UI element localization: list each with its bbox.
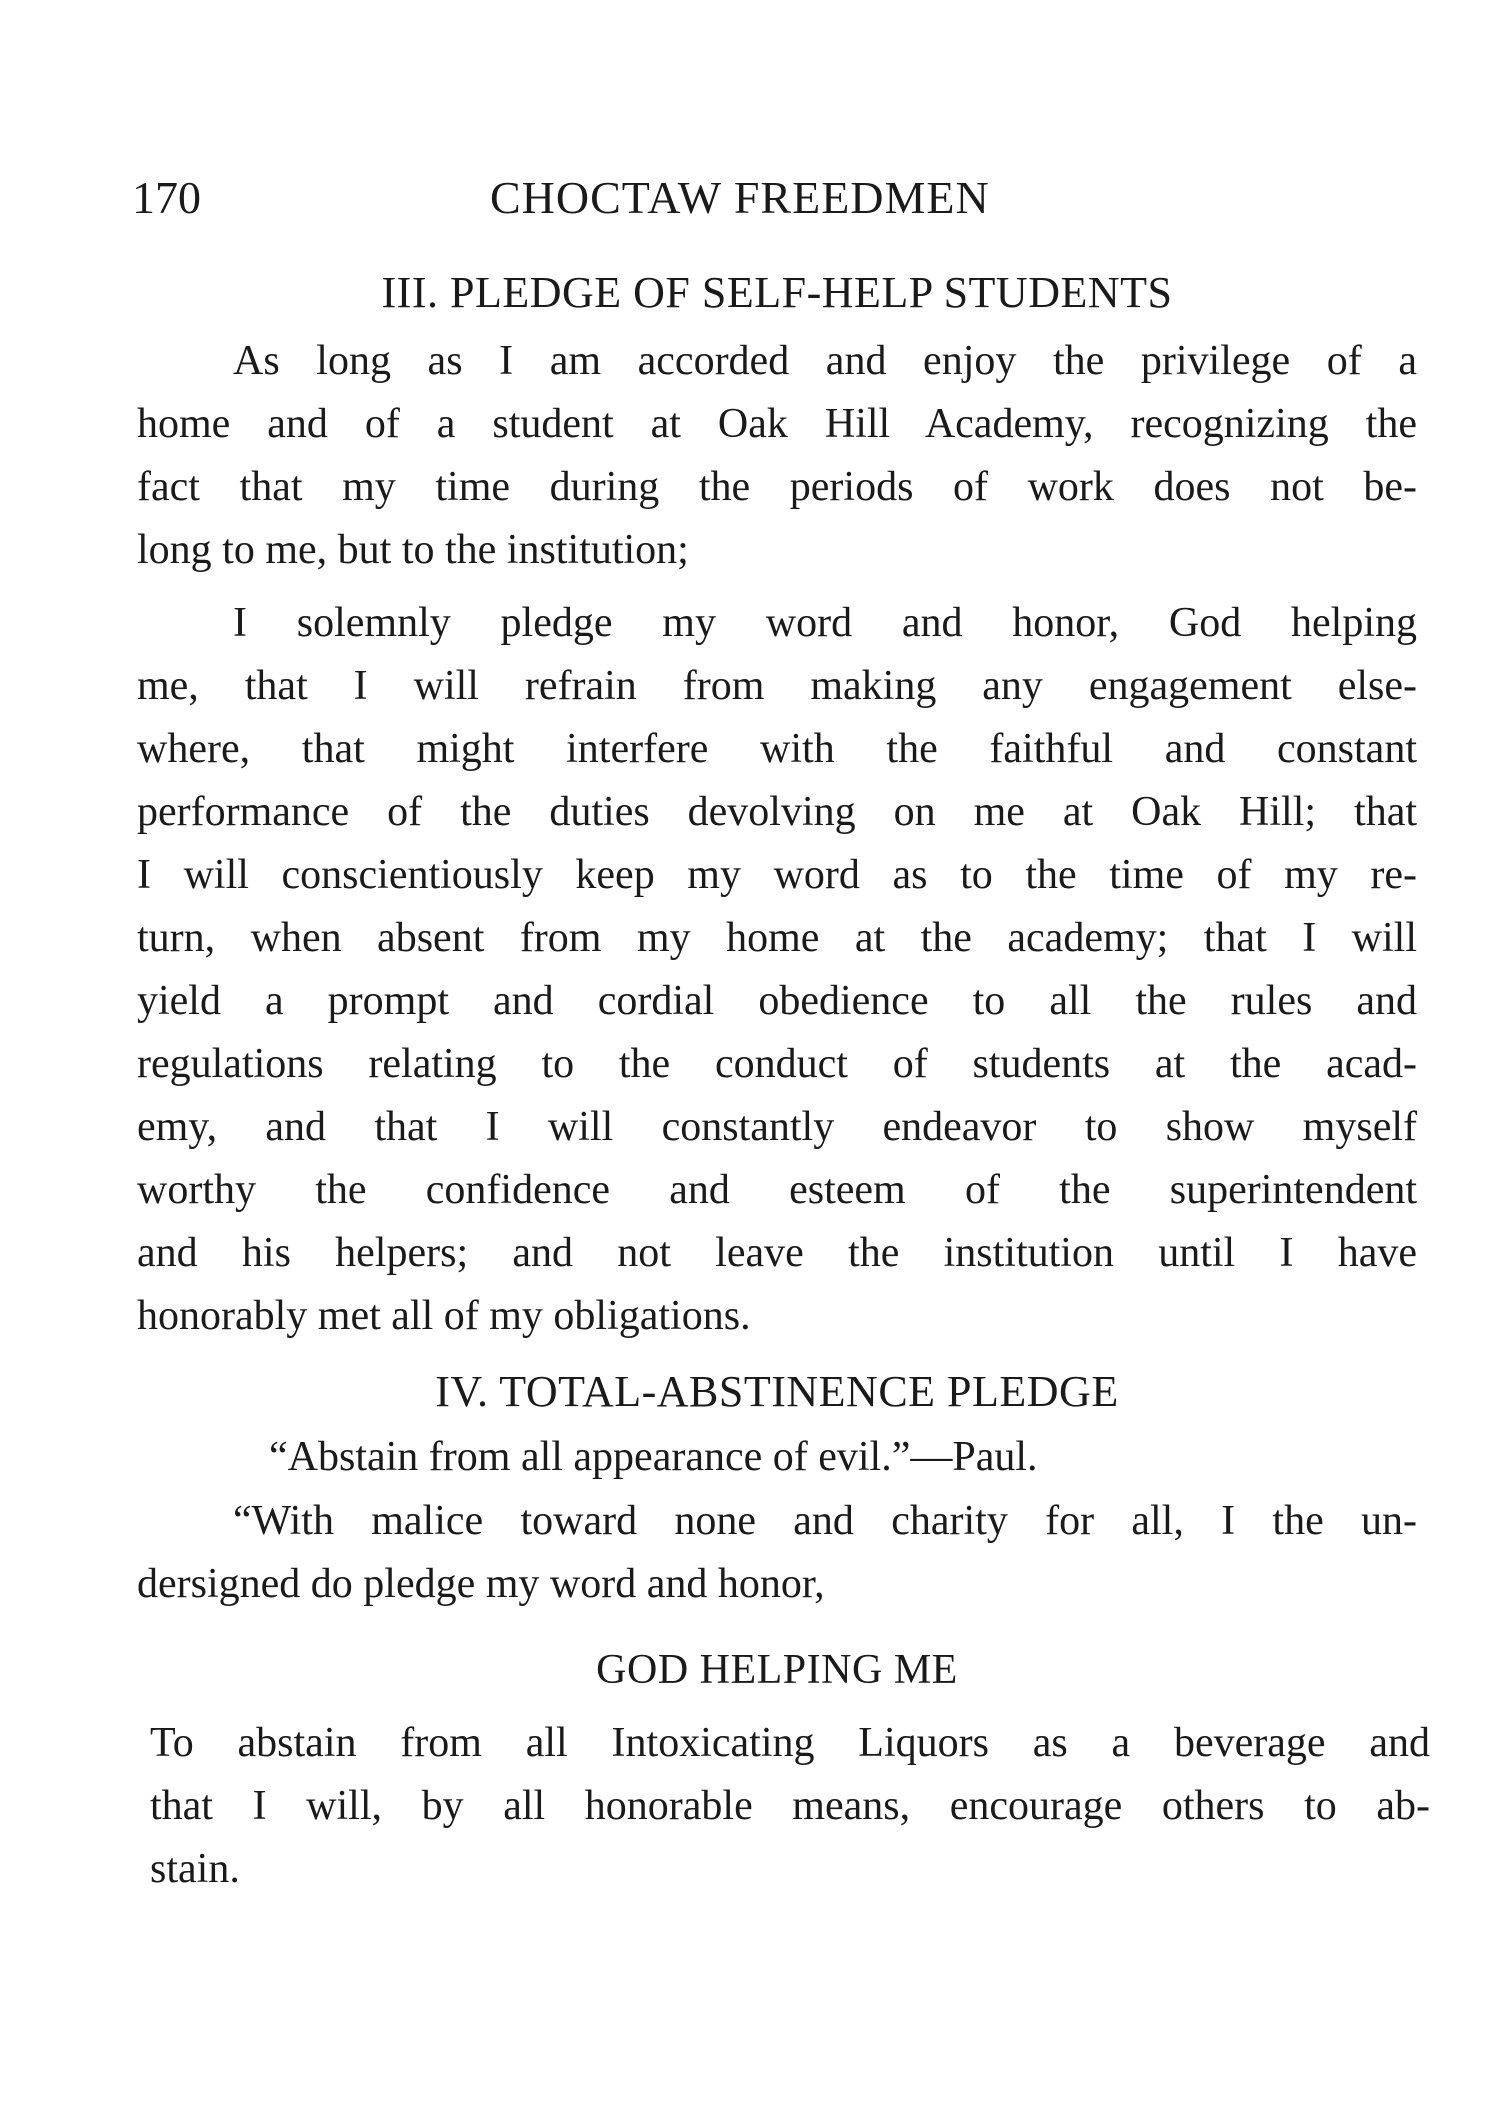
text-line: and his helpers; and not leave the institution until I have: [137, 1230, 1417, 1276]
paragraph-pledge-body: [150, 1712, 1430, 1901]
section-heading-self-help: III. PLEDGE OF SELF-HELP STUDENTS: [381, 268, 1173, 317]
running-head: [132, 168, 1400, 228]
subheading-god-helping-me: GOD HELPING ME: [596, 1647, 958, 1693]
text-line: “With malice toward none and charity for all, I the un-: [233, 1498, 1417, 1544]
text-line: stain.: [150, 1846, 240, 1892]
text-line: I solemnly pledge my word and honor, God helping: [233, 600, 1417, 646]
text-line: long to me, but to the institution;: [137, 527, 689, 573]
text-line: where, that might interfere with the faithful and constant: [137, 726, 1417, 772]
text-line: home and of a student at Oak Hill Academy, recognizing the: [137, 401, 1417, 447]
text-line: dersigned do pledge my word and honor,: [137, 1561, 825, 1607]
page-number: 170: [132, 172, 201, 223]
text-line: To abstain from all Intoxicating Liquors as a beverage and: [150, 1720, 1430, 1766]
text-line: regulations relating to the conduct of students at the acad-: [137, 1041, 1417, 1087]
text-line: fact that my time during the periods of work does not be-: [137, 464, 1417, 510]
paragraph-self-help-preamble: [137, 330, 1417, 582]
text-line: performance of the duties devolving on me at Oak Hill; that: [137, 789, 1417, 835]
text-line: that I will, by all honorable means, encourage others to ab-: [150, 1783, 1430, 1829]
text-line: yield a prompt and cordial obedience to all the rules and: [137, 978, 1417, 1024]
text-line: honorably met all of my obligations.: [137, 1293, 751, 1339]
text-line: me, that I will refrain from making any engagement else-: [137, 663, 1417, 709]
text-line: emy, and that I will constantly endeavor to show myself: [137, 1104, 1417, 1150]
text-line: worthy the confidence and esteem of the superintendent: [137, 1167, 1417, 1213]
text-line: I will conscientiously keep my word as to the time of my re-: [137, 852, 1417, 898]
text-line: As long as I am accorded and enjoy the privilege of a: [233, 338, 1417, 384]
paragraph-self-help-pledge: [137, 592, 1417, 1348]
epigraph-quote: “Abstain from all appearance of evil.”—Paul.: [269, 1434, 1038, 1480]
running-title: CHOCTAW FREEDMEN: [490, 172, 990, 223]
text-line: turn, when absent from my home at the academy; that I will: [137, 915, 1417, 961]
section-heading-total-abstinence: IV. TOTAL-ABSTINENCE PLEDGE: [435, 1367, 1119, 1416]
paragraph-pledge-intro: [137, 1490, 1417, 1616]
